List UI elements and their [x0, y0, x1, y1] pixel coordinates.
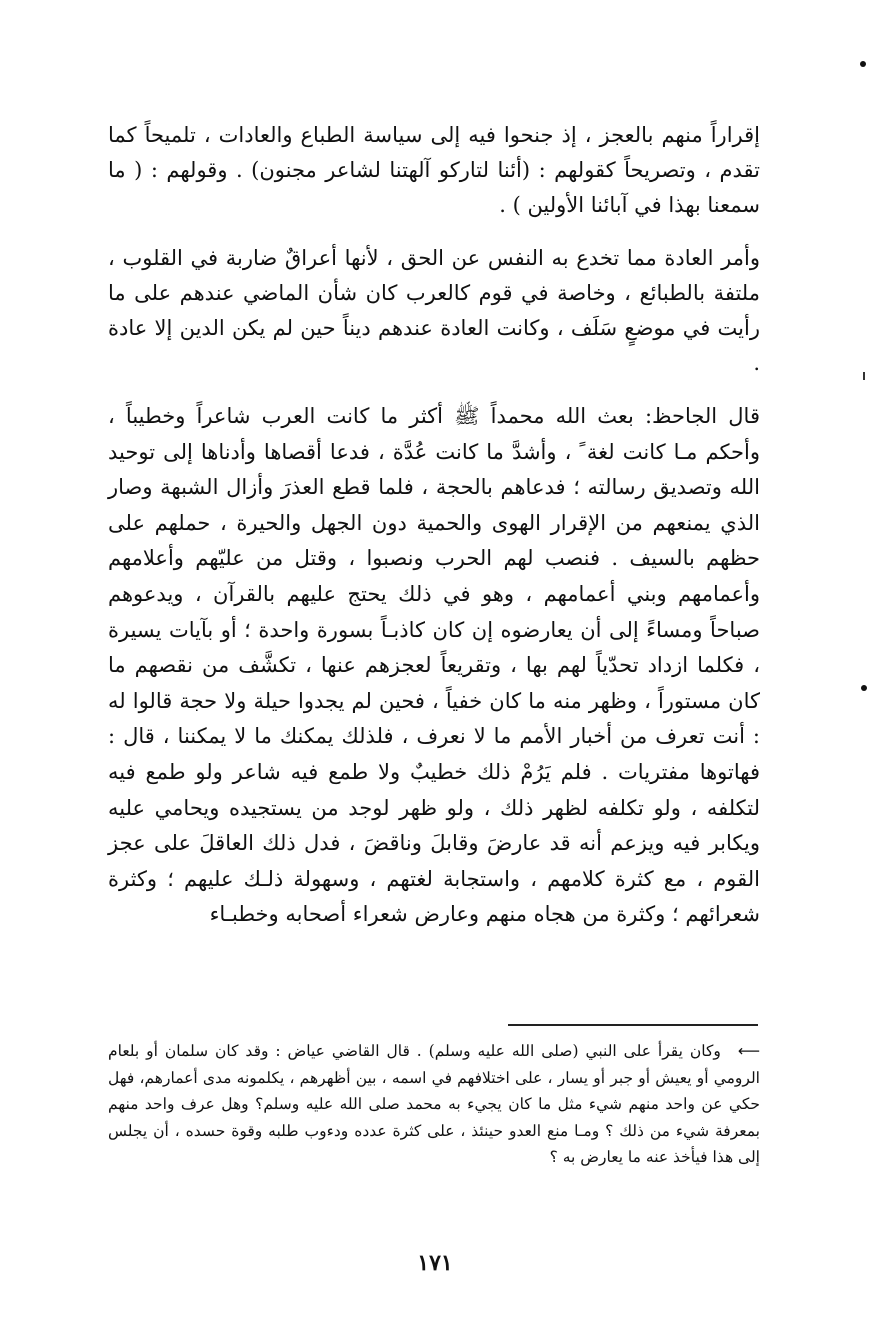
paragraph: وأمر العادة مما تخدع به النفس عن الحق ، لأنها أعراقٌ ضاربة في القلوب ، ملتفة بالطبائع ، وخاصة في قوم كالعرب كان شأن الماضي عندهم على ما رأيت في موضعٍ سَلَف ، وكانت العادة عندهم ديناً حين لم يكن الدين إلا عادة .: [108, 246, 760, 375]
paragraph: قال الجاحظ: بعث الله محمداً ﷺ أكثر ما كانت العرب شاعراً وخطيباً ، وأحكم مـا كانت لغة ً ، وأشدَّ ما كانت عُدَّة ، فدعا أقصاها وأدناها إلى توحيد الله وتصديق رسالته ؛ فدعاهم بالحجة ، فلما قطع العذرَ وأزال الشبهة وصار الذي يمنعهم من الإقرار الهوى والحمية دون الجهل والحيرة ، حملهم على حظهم بالسيف . فنصب لهم الحرب ونصبوا ، وقتل من عليّهم وأعلامهم وأعمامهم وبني أعمامهم ، وهو في ذلك يحتج عليهم بالقرآن ، ويدعوهم صباحاً ومساءً إلى أن يعارضوه إن كان كاذبـاً بسورة واحدة ؛ أو بآيات يسيرة ، فكلما ازداد تحدّياً لهم بها ، وتقريعاً لعجزهم عنها ، تكشَّف من نقصهم ما كان مستوراً ، وظهر منه ما كان خفياً ، فحين لم يجدوا حيلة ولا حجة قالوا له : أنت تعرف من أخبار الأمم ما لا نعرف ، فلذلك يمكنك ما لا يمكننا ، قال : فهاتوها مفتريات . فلم يَرُمْ ذلك خطيبٌ ولا طمع فيه شاعر ولو طمع فيه لتكلفه ، ولو تكلفه لظهر ذلك ، ولو ظهر لوجد من يستجيده ويحامي عليه ويكابر فيه ويزعم أنه قد عارضَ وقابلَ وناقضَ ، فدل ذلك العاقلَ على عجز القوم ، مع كثرة كلامهم ، واستجابة لغتهم ، وسهولة ذلـك عليهم ؛ وكثرة شعرائهم ؛ وكثرة من هجاه منهم وعارض شعراء أصحابه وخطبـاء: [108, 404, 760, 927]
footnote-divider: [508, 1024, 758, 1026]
scan-speck: [860, 61, 866, 67]
main-text: [108, 118, 760, 951]
page-number: ١٧١: [417, 1250, 453, 1276]
continuation-arrow-icon: ⟵: [737, 1042, 760, 1060]
scan-speck: [861, 685, 867, 691]
paragraph: إقراراً منهم بالعجز ، إذ جنحوا فيه إلى سياسة الطباع والعادات ، تلميحاً كما تقدم ، وتصريحاً كقولهم : (أئنا لتاركو آلهتنا لشاعر مجنون) . وقولهم : ( ما سمعنا بهذا في آبائنا الأولين ) .: [108, 123, 760, 217]
footnote-text: وكان يقرأ على النبي (صلى الله عليه وسلم) . قال القاضي عياض : وقد كان سلمان أو بلعام الرومي أو يعيش أو جبر أو يسار ، على اختلافهم في اسمه ، بين أظهرهم ، يكلمونه مدى أعمارهم، فهل حكي عن واحد منهم شيء مثل ما كان يجيء به محمد صلى الله عليه وسلم؟ وهل عرف واحد منهم بمعرفة شيء من ذلك ؟ ومـا منع العدو حينئذ ، على كثرة عدده ودءوب طلبه وقوة حسده ، أن يجلس إلى هذا فيأخذ عنه ما يعارض به ؟: [108, 1042, 760, 1166]
scan-mark: [863, 372, 865, 380]
footnote: [108, 1038, 760, 1171]
